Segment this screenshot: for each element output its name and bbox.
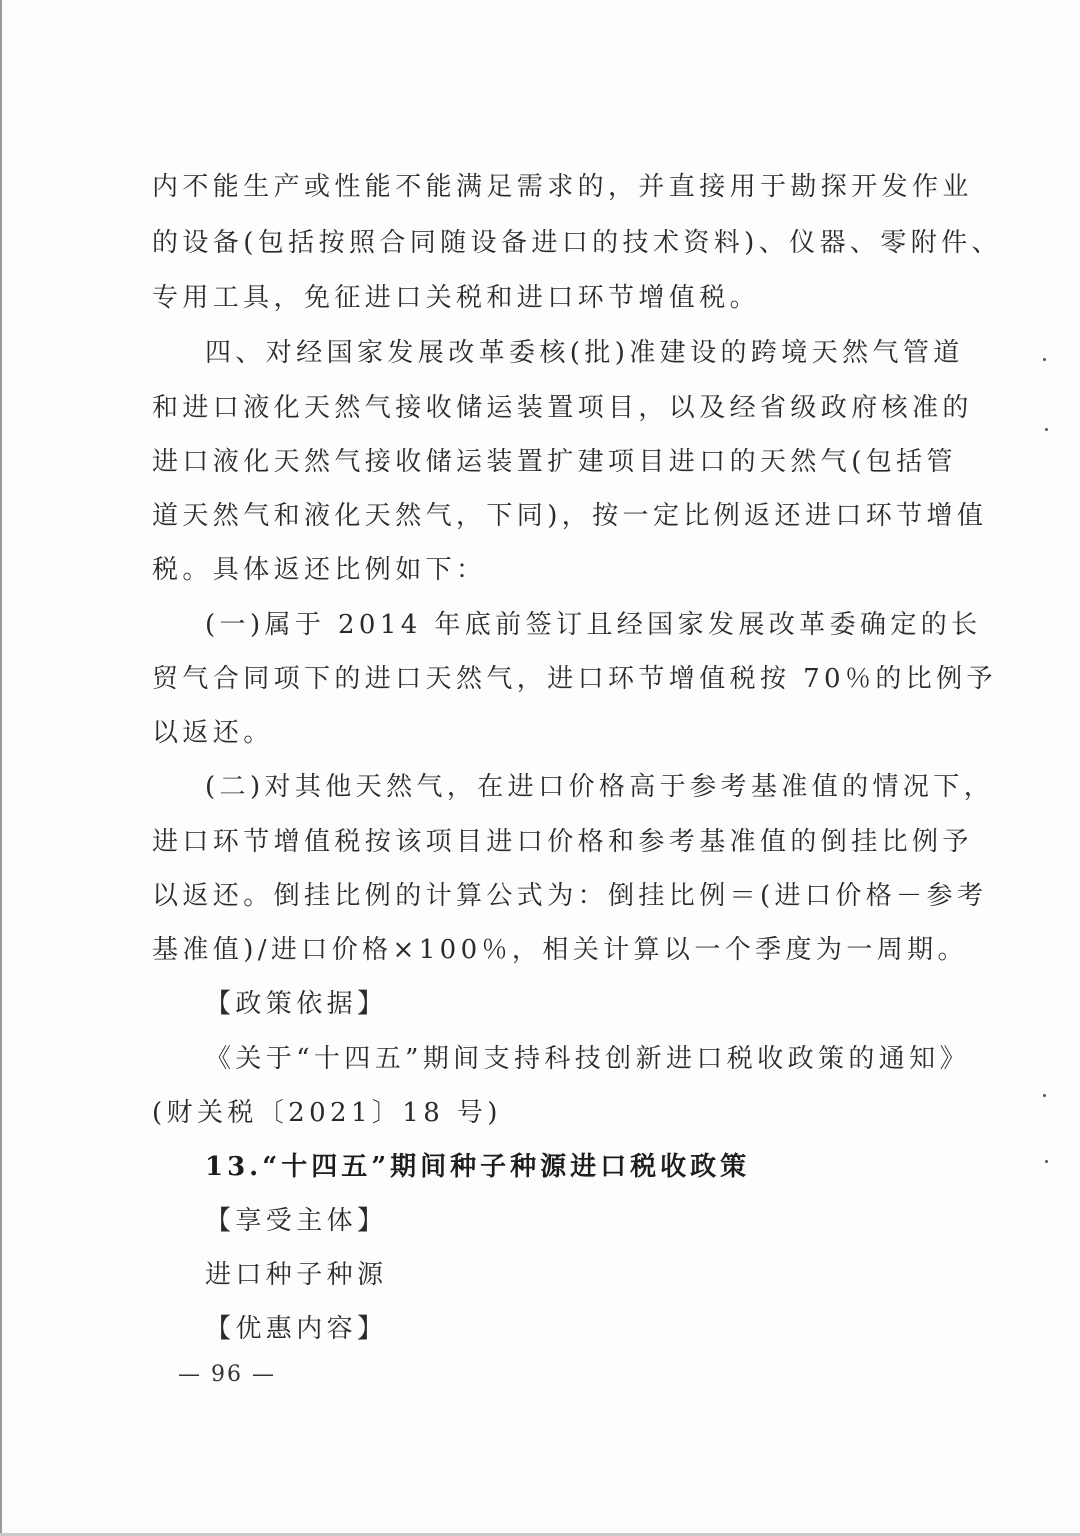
body-line: 专用工具，免征进口关税和进口环节增值税。: [152, 283, 761, 313]
body-line: 以返还。: [152, 718, 274, 748]
body-line: 和进口液化天然气接收储运装置项目，以及经省级政府核准的: [152, 393, 973, 423]
body-line: 进口环节增值税按该项目进口价格和参考基准值的倒挂比例予: [152, 827, 973, 857]
notice-title: 《关于“十四五”期间支持科技创新进口税收政策的通知》: [205, 1044, 970, 1074]
body-line: 贸气合同项下的进口天然气，进口环节增值税按 70％的比例予: [152, 664, 997, 694]
beneficiary-label: 【享受主体】: [205, 1206, 388, 1236]
page-number: — 96 —: [178, 1362, 276, 1387]
body-line: 的设备(包括按照合同随设备进口的技术资料)、仪器、零附件、: [152, 228, 1002, 258]
notice-number: (财关税〔2021〕18 号): [152, 1098, 502, 1128]
scan-speck: [1043, 1094, 1046, 1097]
body-line: 内不能生产或性能不能满足需求的，并直接用于勘探开发作业: [152, 172, 973, 202]
body-line: 道天然气和液化天然气，下同)，按一定比例返还进口环节增值: [152, 501, 988, 531]
body-line: 以返还。倒挂比例的计算公式为：倒挂比例＝(进口价格－参考: [152, 881, 988, 911]
body-line: 四、对经国家发展改革委核(批)准建设的跨境天然气管道: [205, 338, 964, 368]
body-line: (一)属于 2014 年底前签订且经国家发展改革委确定的长: [205, 610, 982, 640]
body-line: (二)对其他天然气，在进口价格高于参考基准值的情况下，: [205, 772, 995, 802]
body-line: 进口液化天然气接收储运装置扩建项目进口的天然气(包括管: [152, 447, 957, 477]
policy-basis-label: 【政策依据】: [205, 989, 388, 1019]
scan-speck: [1045, 1160, 1048, 1163]
body-line: 税。具体返还比例如下：: [152, 555, 487, 585]
benefit-content-label: 【优惠内容】: [205, 1314, 388, 1344]
body-line: 基准值)/进口价格×100％，相关计算以一个季度为一周期。: [152, 935, 968, 965]
scan-speck: [1045, 428, 1048, 431]
beneficiary-value: 进口种子种源: [205, 1260, 388, 1290]
section-heading: 13.“十四五”期间种子种源进口税收政策: [205, 1152, 751, 1182]
scan-left-edge: [0, 0, 2, 1536]
scan-speck: [1043, 358, 1046, 361]
